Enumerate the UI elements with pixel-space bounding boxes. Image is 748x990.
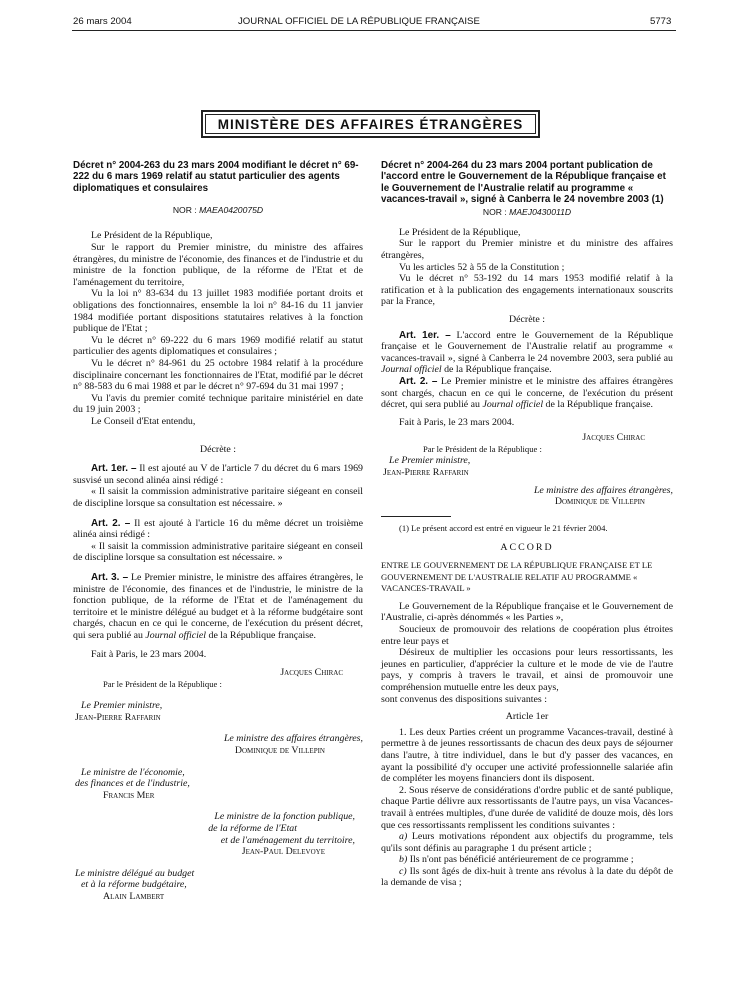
signer-name: Jacques Chirac bbox=[280, 667, 343, 679]
decree-title: Décret n° 2004-264 du 23 mars 2004 portant publication de l'accord entre le Gouvernement de la République française et le Gouvernement de l'Australie relatif au programme « vacances-travail », signé à Canberra le 24 novembre 2003 (1) bbox=[381, 160, 666, 205]
minister-name: Dominique de Villepin bbox=[234, 745, 325, 757]
list-item: c) Ils sont âgés de dix-huit à trente ans révolus à la date du dépôt de la demande de visa ; bbox=[381, 865, 673, 889]
paragraph: 1. Les deux Parties créent un programme Vacances-travail, destiné à permettre à de jeunes ressortissants de chacun des deux pays de séjourner dans l'autre, à titre individuel, dans le but d'y passer des vacances, en ayant la possibilité d'y occuper une activité professionnelle salariée afin de compléter les moyens financiers dont ils disposent. bbox=[381, 726, 673, 785]
minister-title: Le ministre de la fonction publique, bbox=[214, 811, 355, 823]
left-column bbox=[73, 160, 363, 903]
minister-title: Le ministre de l'économie, bbox=[81, 766, 185, 778]
paragraph: sont convenus des dispositions suivantes : bbox=[381, 693, 547, 705]
header-journal-title: JOURNAL OFFICIEL DE LA RÉPUBLIQUE FRANÇAISE bbox=[238, 16, 480, 27]
minister-title: Le Premier ministre, bbox=[81, 700, 163, 712]
footnote: (1) Le présent accord est entré en vigueur le 21 février 2004. bbox=[399, 522, 608, 533]
article-3: Art. 3. – Le Premier ministre, le ministre des affaires étrangères, le ministre de l'économie, des finances et de l'industrie, le ministre de la fonction publique, de la réforme de l'Etat et de l'aménagement du territoire et le ministre délégué au budget et à la réforme budgétaire sont chargés, chacun en ce qui le concerne, de l'exécution du présent décret, qui sera publié au Journal officiel de la République française. bbox=[73, 571, 363, 641]
signature-date: Fait à Paris, le 23 mars 2004. bbox=[91, 649, 207, 661]
article-label: Art. 3. – bbox=[91, 571, 129, 583]
minister-name: Francis Mer bbox=[103, 789, 155, 801]
minister-name: Jean-Paul Delevoye bbox=[241, 846, 325, 858]
paragraph: 2. Sous réserve de considérations d'ordre public et de santé publique, chaque Partie délivre aux ressortissants de l'autre pays, un visa Vacances-travail à entrées multiples, d'une durée de validité de douze mois, dès lors que ces ressortissants remplissent les conditions suivantes : bbox=[381, 784, 673, 831]
minister-title: Le ministre délégué au budget bbox=[75, 867, 195, 879]
paragraph: Sur le rapport du Premier ministre et du ministre des affaires étrangères, bbox=[381, 238, 673, 261]
article-1: Art. 1er. – L'accord entre le Gouvernement de la République française et le Gouvernement de l'Australie relatif au programme « vacances-travail », signé à Canberra le 24 novembre 2003, sera publié au Journal officiel de la République française. bbox=[381, 329, 673, 376]
signature-date: Fait à Paris, le 23 mars 2004. bbox=[399, 416, 515, 428]
par-le-president: Par le Président de la République : bbox=[103, 678, 222, 689]
par-le-president: Par le Président de la République : bbox=[423, 443, 542, 454]
decree-title: Décret n° 2004-263 du 23 mars 2004 modifiant le décret n° 69-222 du 6 mars 1969 relatif au statut particulier des agents diplomatiques et consulaires bbox=[73, 160, 359, 194]
header-date: 26 mars 2004 bbox=[73, 16, 132, 27]
right-column bbox=[381, 160, 673, 889]
paragraph: Désireux de multiplier les occasions pour leurs ressortissants, les jeunes en particulier, d'apprécier la culture et le mode de vie de l'autre pays, y compris à travers le travail, et ainsi de promouvoir une compréhension mutuelle entre les deux pays, bbox=[381, 647, 673, 693]
article-heading: Article 1er bbox=[505, 711, 549, 723]
accord-heading: ACCORD bbox=[500, 542, 554, 554]
minister-title: Le Premier ministre, bbox=[389, 455, 471, 467]
article-label: Art. 2. – bbox=[399, 375, 438, 387]
minister-title: et à la réforme budgétaire, bbox=[81, 879, 187, 891]
decrete-heading: Décrète : bbox=[509, 313, 545, 325]
list-item: a) Leurs motivations répondent aux objectifs du programme, tels qu'ils sont définis au paragraphe 1 du présent article ; bbox=[381, 831, 673, 854]
minister-name: Jean-Pierre Raffarin bbox=[75, 711, 161, 723]
list-item: b) Ils n'ont pas bénéficié antérieurement de ce programme ; bbox=[399, 854, 634, 866]
footnote-rule bbox=[381, 516, 451, 517]
ministry-title: MINISTÈRE DES AFFAIRES ÉTRANGÈRES bbox=[205, 114, 536, 134]
article-quote: « Il saisit la commission administrative paritaire siégeant en conseil de discipline lorsque sa consultation est nécessaire. » bbox=[73, 486, 363, 509]
paragraph: Vu les articles 52 à 55 de la Constitution ; bbox=[399, 261, 565, 273]
article-label: Art. 1er. – bbox=[399, 329, 451, 341]
minister-name: Dominique de Villepin bbox=[554, 496, 645, 508]
signer-name: Jacques Chirac bbox=[582, 432, 645, 444]
paragraph: Le Président de la République, bbox=[91, 230, 213, 242]
minister-title: et de l'aménagement du territoire, bbox=[220, 834, 355, 846]
minister-name: Alain Lambert bbox=[103, 890, 165, 902]
article-quote: « Il saisit la commission administrative paritaire siégeant en conseil de discipline lorsque sa consultation est nécessaire. » bbox=[73, 540, 363, 564]
ministry-box bbox=[201, 110, 540, 138]
decrete-heading: Décrète : bbox=[200, 443, 236, 455]
nor-code: MAEJ0430011D bbox=[509, 207, 572, 218]
paragraph: Le Président de la République, bbox=[399, 226, 521, 238]
header-rule bbox=[72, 30, 676, 31]
nor-label: NOR : bbox=[172, 204, 200, 215]
paragraph: Le Gouvernement de la République française et le Gouvernement de l'Australie, ci-après dénommés « les Parties », bbox=[381, 600, 673, 624]
minister-title: de la réforme de l'Etat bbox=[208, 823, 297, 835]
accord-title: ENTRE LE GOUVERNEMENT DE LA RÉPUBLIQUE FRANÇAISE ET LE GOUVERNEMENT DE L'AUSTRALIE RELATIF AU PROGRAMME « VACANCES-TRAVAIL » bbox=[381, 560, 653, 594]
article-2: Art. 2. – Il est ajouté à l'article 16 du même décret un troisième alinéa ainsi rédigé : bbox=[73, 517, 363, 541]
article-1: Art. 1er. – Il est ajouté au V de l'article 7 du décret du 6 mars 1969 susvisé un second alinéa ainsi rédigé : bbox=[73, 463, 363, 486]
paragraph: Vu le décret n° 53-192 du 14 mars 1953 modifié relatif à la ratification et à la publication des engagements internationaux souscrits par la France, bbox=[381, 273, 673, 308]
nor-reference bbox=[381, 207, 673, 219]
minister-title: des finances et de l'industrie, bbox=[75, 778, 190, 790]
nor-label: NOR : bbox=[482, 207, 510, 218]
paragraph: Vu le décret n° 84-961 du 25 octobre 1984 relatif à la procédure disciplinaire concernant les fonctionnaires de l'Etat, modifié par le décret n° 88-583 du 6 mai 1988 et par le décret n° 97-694 du 31 mai 1997 ; bbox=[73, 358, 363, 393]
minister-title: Le ministre des affaires étrangères, bbox=[223, 733, 363, 745]
nor-code: MAEA0420075D bbox=[199, 204, 264, 215]
nor-reference bbox=[73, 205, 363, 217]
article-label: Art. 2. – bbox=[91, 517, 131, 529]
paragraph: Soucieux de promouvoir des relations de coopération plus étroites entre leur pays et bbox=[381, 624, 673, 647]
minister-name: Jean-Pierre Raffarin bbox=[383, 467, 469, 479]
paragraph: Vu l'avis du premier comité technique paritaire ministériel en date du 19 juin 2003 ; bbox=[73, 392, 363, 416]
article-2: Art. 2. – Le Premier ministre et le ministre des affaires étrangères sont chargés, chacun en ce qui le concerne, de l'exécution du présent décret, qui sera publié au Journal officiel de la République française. bbox=[381, 375, 673, 411]
paragraph: Vu le décret n° 69-222 du 6 mars 1969 modifié relatif au statut particulier des agents diplomatiques et consulaires ; bbox=[73, 334, 363, 358]
header-page-number: 5773 bbox=[650, 16, 672, 27]
paragraph: Le Conseil d'Etat entendu, bbox=[91, 415, 196, 427]
minister-title: Le ministre des affaires étrangères, bbox=[533, 484, 673, 496]
paragraph: Vu la loi n° 83-634 du 13 juillet 1983 modifiée portant droits et obligations des fonctionnaires, ensemble la loi n° 84-16 du 11 janvier 1984 modifiée portant dispositions statutaires relatives à la fonction publique de l'Etat ; bbox=[73, 288, 363, 335]
paragraph: Sur le rapport du Premier ministre, du ministre des affaires étrangères, du ministre de l'économie, des finances et de l'industrie et du ministre de la fonction publique, de la réforme de l'Etat et de l'aménagement du territoire, bbox=[73, 242, 363, 288]
article-label: Art. 1er. – bbox=[91, 463, 137, 475]
